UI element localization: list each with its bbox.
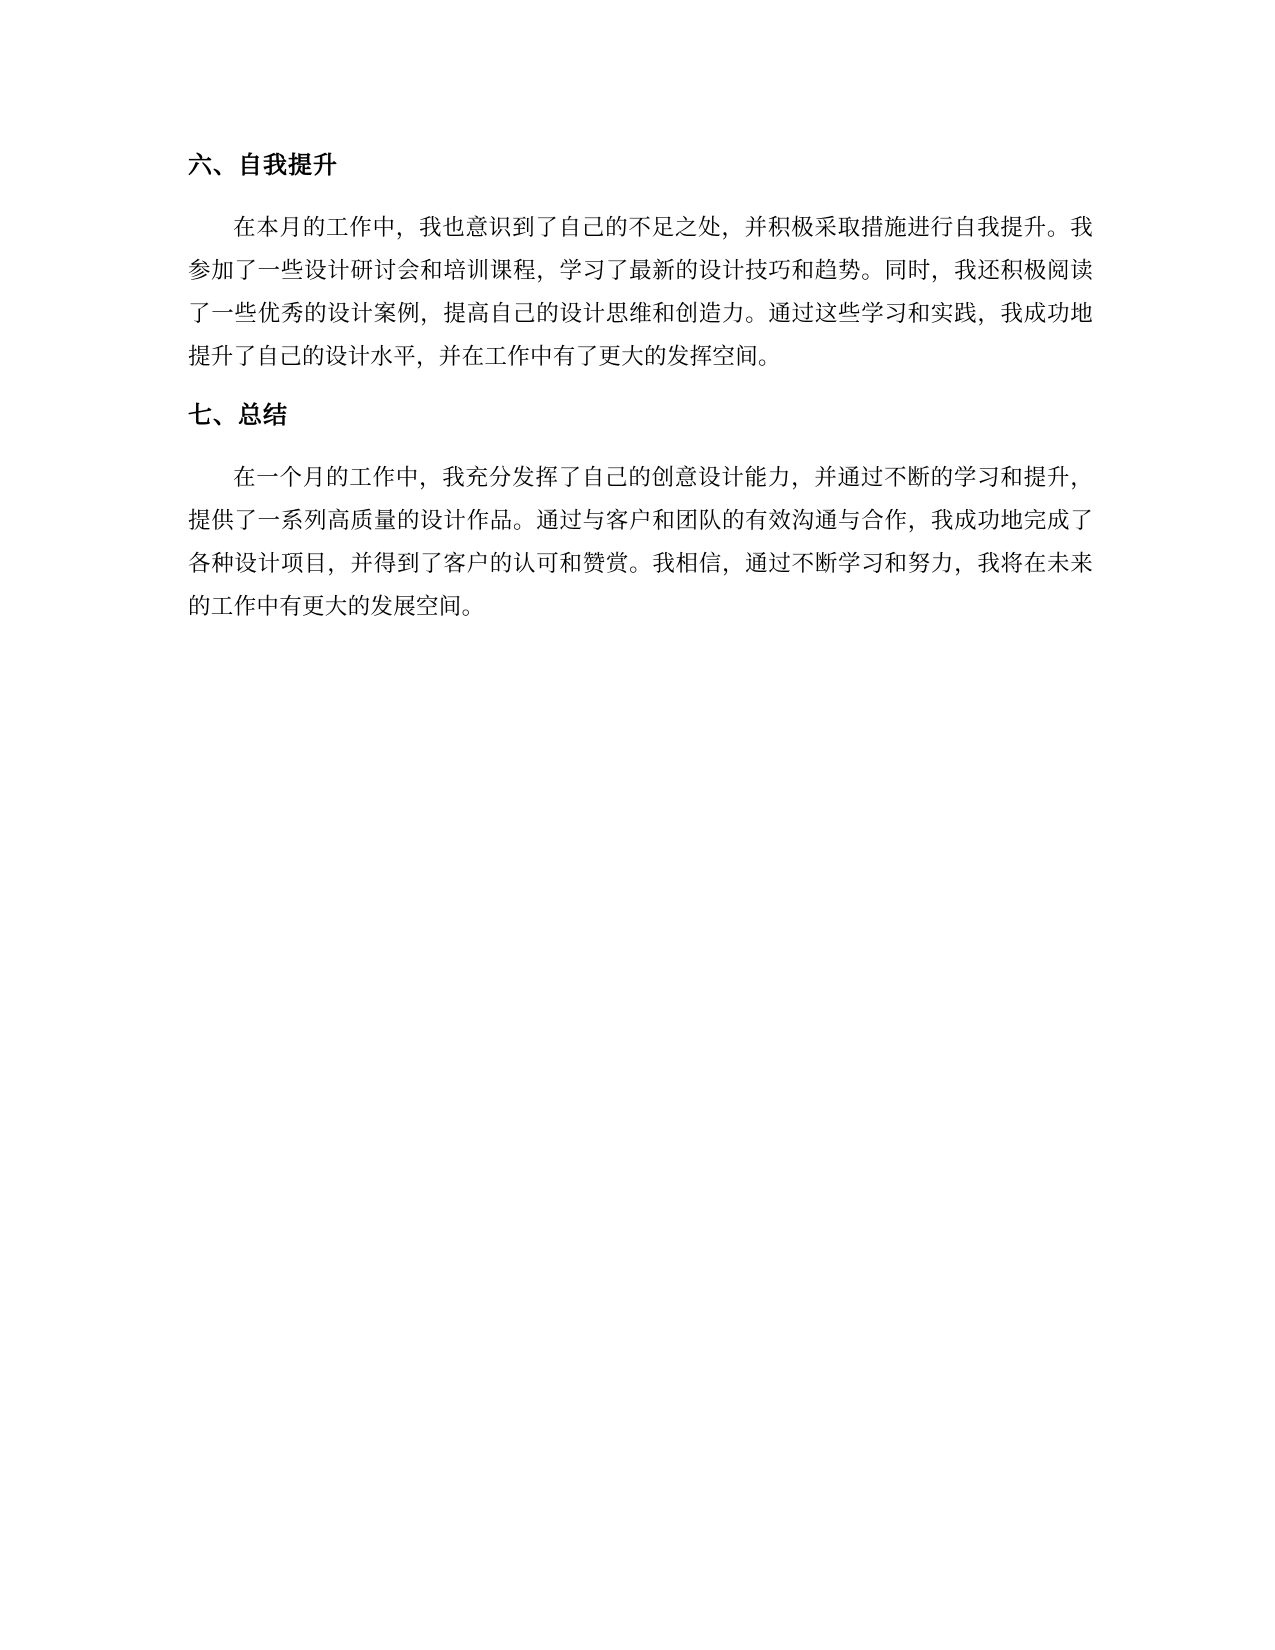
document-page bbox=[188, 145, 1093, 629]
section-body-summary: 在一个月的工作中，我充分发挥了自己的创意设计能力，并通过不断的学习和提升，提供了一系列高质量的设计作品。通过与客户和团队的有效沟通与合作，我成功地完成了各种设计项目，并得到了客户的认可和赞赏。我相信，通过不断学习和努力，我将在未来的工作中有更大的发展空间。 bbox=[188, 465, 1093, 620]
section-summary bbox=[188, 395, 1093, 629]
section-heading-summary: 七、总结 bbox=[188, 401, 288, 429]
section-heading-self-improvement: 六、自我提升 bbox=[188, 151, 338, 179]
section-body-self-improvement: 在本月的工作中，我也意识到了自己的不足之处，并积极采取措施进行自我提升。我参加了一些设计研讨会和培训课程，学习了最新的设计技巧和趋势。同时，我还积极阅读了一些优秀的设计案例，提高自己的设计思维和创造力。通过这些学习和实践，我成功地提升了自己的设计水平，并在工作中有了更大的发挥空间。 bbox=[188, 215, 1093, 370]
section-self-improvement bbox=[188, 145, 1093, 379]
